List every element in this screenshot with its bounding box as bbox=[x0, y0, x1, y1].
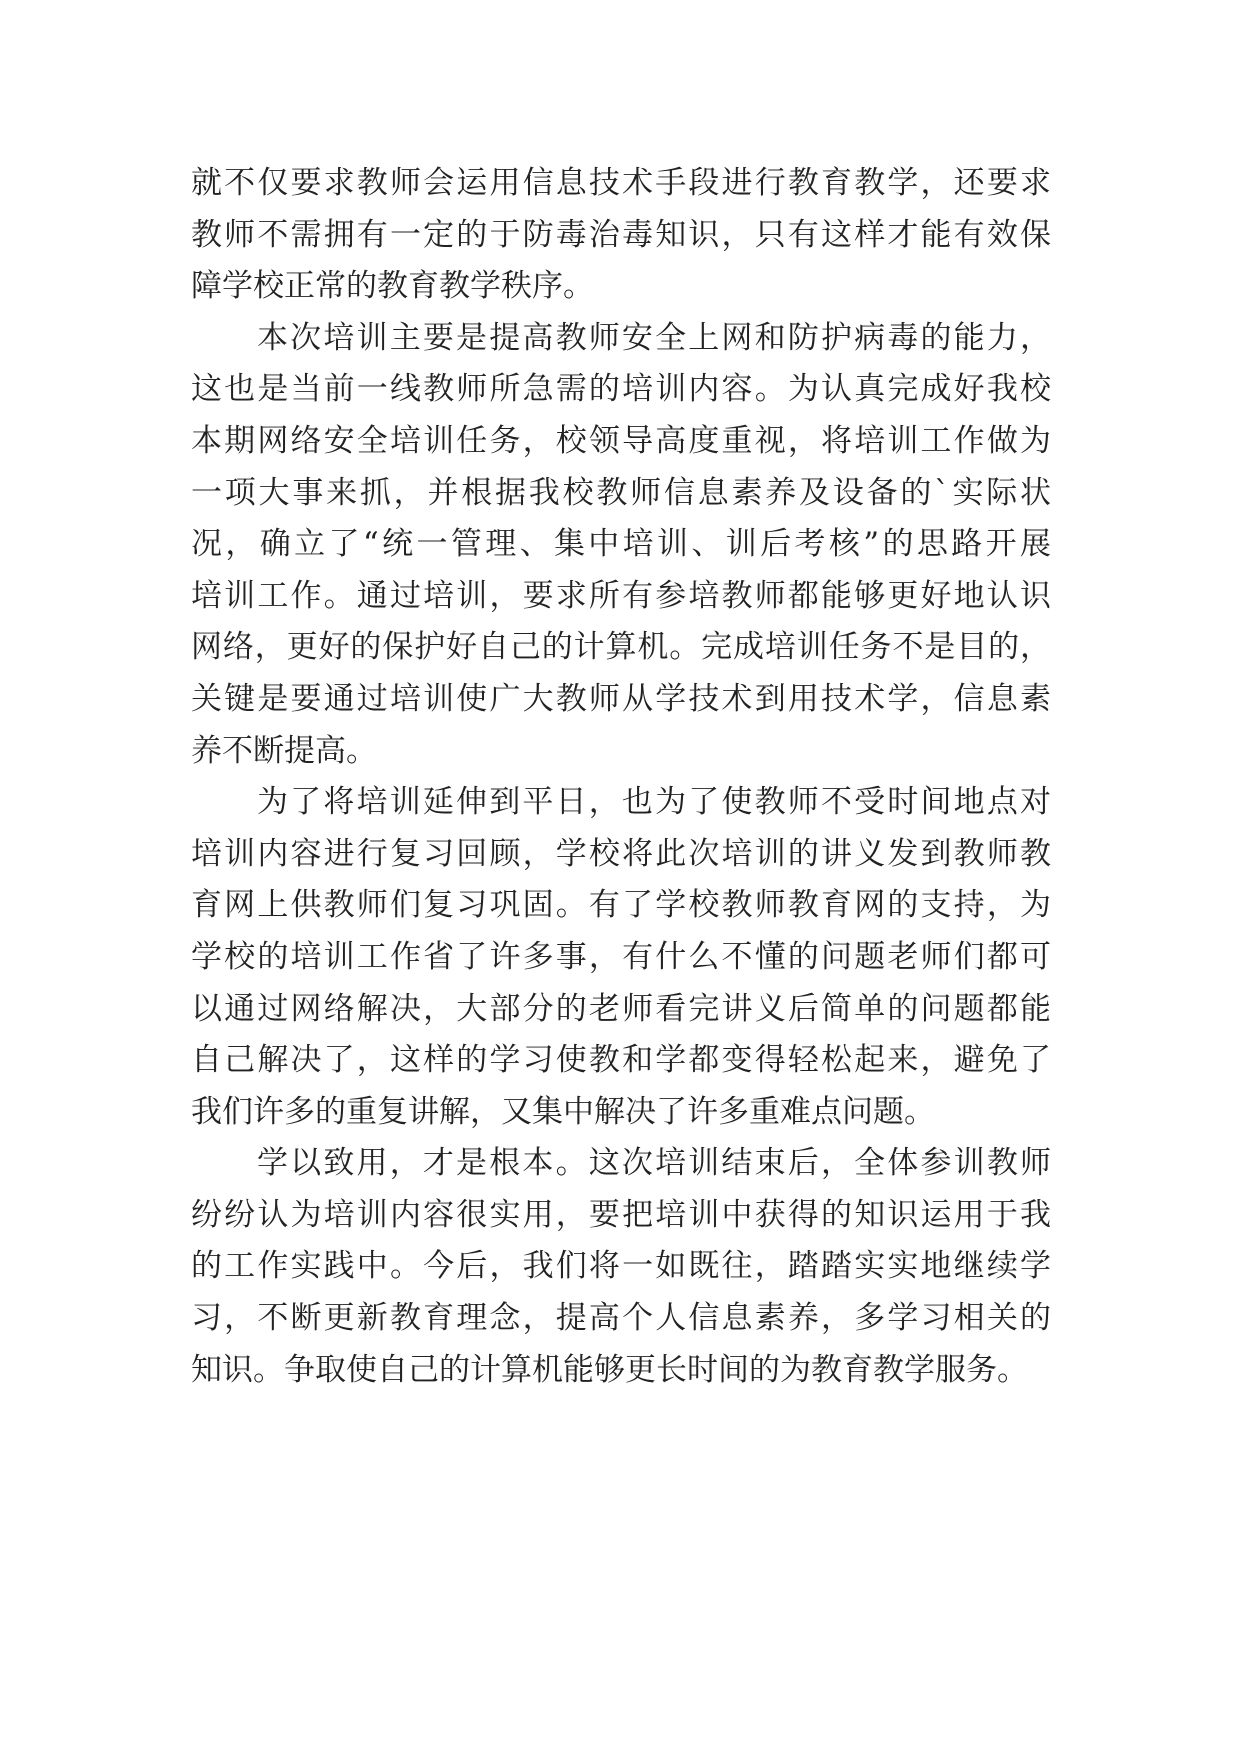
text-line: 教师不需拥有一定的于防毒治毒知识，只有这样才能有效保 bbox=[191, 216, 1051, 253]
text-line: 习，不断更新教育理念，提高个人信息素养，多学习相关的 bbox=[191, 1300, 1051, 1337]
text-line: 就不仅要求教师会运用信息技术手段进行教育教学，还要求 bbox=[191, 165, 1051, 201]
text-line: 培训工作。通过培训，要求所有参培教师都能够更好地认识 bbox=[191, 577, 1051, 614]
text-line: 学以致用，才是根本。这次培训结束后，全体参训教师 bbox=[257, 1145, 1051, 1182]
text-line: 的工作实践中。今后，我们将一如既往，踏踏实实地继续学 bbox=[191, 1248, 1051, 1285]
text-line: 况，确立了“统一管理、集中培训、训后考核”的思路开展 bbox=[191, 526, 1051, 563]
text-line: 这也是当前一线教师所急需的培训内容。为认真完成好我校 bbox=[191, 371, 1051, 408]
text-line: 关键是要通过培训使广大教师从学技术到用技术学，信息素 bbox=[191, 680, 1051, 717]
text-line: 学校的培训工作省了许多事，有什么不懂的问题老师们都可 bbox=[191, 938, 1051, 975]
text-line: 知识。争取使自己的计算机能够更长时间的为教育教学服务。 bbox=[191, 1351, 1028, 1388]
text-line: 纷纷认为培训内容很实用，要把培训中获得的知识运用于我 bbox=[191, 1196, 1051, 1233]
text-line: 养不断提高。 bbox=[191, 732, 377, 769]
text-line: 育网上供教师们复习巩固。有了学校教师教育网的支持，为 bbox=[191, 887, 1051, 924]
text-line: 本期网络安全培训任务，校领导高度重视，将培训工作做为 bbox=[191, 422, 1051, 459]
text-line: 本次培训主要是提高教师安全上网和防护病毒的能力， bbox=[257, 319, 1051, 356]
text-line: 网络，更好的保护好自己的计算机。完成培训任务不是目的， bbox=[191, 629, 1051, 666]
text-line: 障学校正常的教育教学秩序。 bbox=[191, 268, 594, 305]
text-line: 以通过网络解决，大部分的老师看完讲义后简单的问题都能 bbox=[191, 990, 1051, 1027]
body-text bbox=[191, 158, 1051, 1396]
text-line: 培训内容进行复习回顾，学校将此次培训的讲义发到教师教 bbox=[191, 835, 1051, 872]
text-line: 一项大事来抓，并根据我校教师信息素养及设备的`实际状 bbox=[191, 474, 1051, 511]
text-line: 为了将培训延伸到平日，也为了使教师不受时间地点对 bbox=[257, 784, 1051, 821]
text-line: 我们许多的重复讲解，又集中解决了许多重难点问题。 bbox=[191, 1093, 935, 1130]
text-line: 自己解决了，这样的学习使教和学都变得轻松起来，避免了 bbox=[191, 1042, 1051, 1079]
